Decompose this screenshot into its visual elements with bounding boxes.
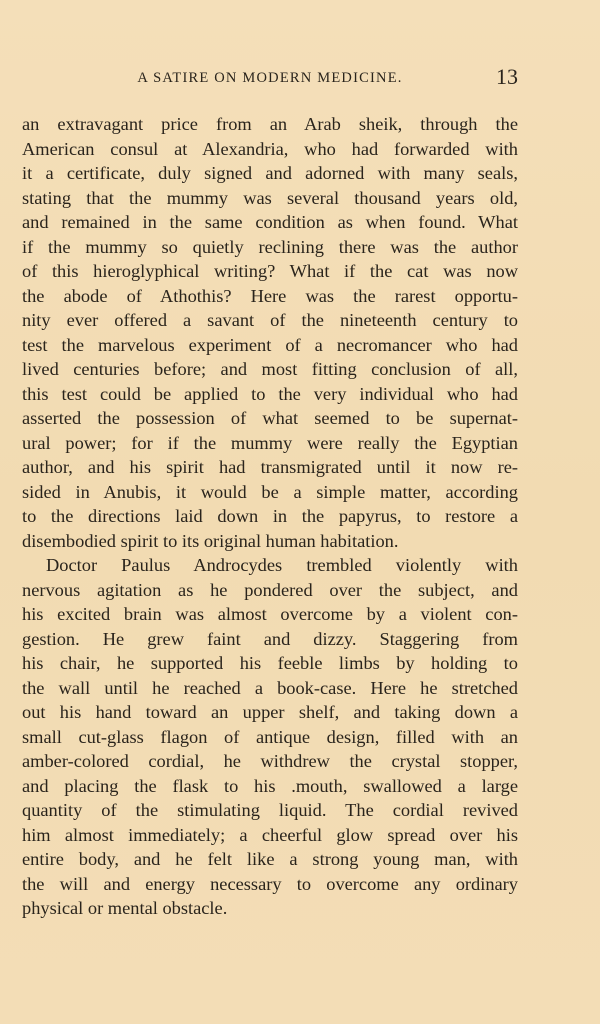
text-line: this test could be applied to the very individual who had (22, 383, 518, 404)
page-number: 13 (496, 64, 518, 89)
body-text (22, 112, 518, 921)
text-line: to the directions laid down in the papyrus, to restore a (22, 506, 518, 526)
text-line: the will and energy necessary to overcome any ordinary (22, 873, 518, 894)
text-line: him almost immediately; a cheerful glow spread over his (22, 824, 518, 845)
text-line: the abode of Athothis? Here was the rarest opportu- (22, 285, 518, 306)
page-header (22, 66, 518, 96)
text-line: Doctor Paulus Androcydes trembled violently with (46, 555, 518, 575)
text-line: amber-colored cordial, he withdrew the crystal stopper, (22, 751, 518, 771)
text-line: nity ever offered a savant of the nineteenth century to (22, 310, 518, 330)
text-line: and remained in the same condition as when found. What (22, 212, 518, 232)
text-line: the wall until he reached a book-case. Here he stretched (22, 677, 518, 698)
text-line: and placing the flask to his .mouth, swallowed a large (22, 775, 518, 796)
text-line: if the mummy so quietly reclining there was the author (22, 236, 518, 257)
text-line: sided in Anubis, it would be a simple matter, according (22, 481, 518, 502)
text-line: gestion. He grew faint and dizzy. Staggering from (22, 628, 518, 649)
text-line: test the marvelous experiment of a necromancer who had (22, 334, 518, 355)
text-line: disembodied spirit to its original human habitation. (22, 530, 399, 551)
text-line: his excited brain was almost overcome by a violent con- (22, 604, 518, 624)
text-line: ural power; for if the mummy were really the Egyptian (22, 432, 518, 453)
text-line: of this hieroglyphical writing? What if the cat was now (22, 261, 518, 281)
text-line: physical or mental obstacle. (22, 898, 228, 918)
text-line: his chair, he supported his feeble limbs by holding to (22, 653, 518, 673)
text-line: it a certificate, duly signed and adorned with many seals, (22, 163, 518, 183)
text-line: an extravagant price from an Arab sheik, through the (22, 114, 518, 134)
text-line: entire body, and he felt like a strong young man, with (22, 849, 518, 869)
text-line: nervous agitation as he pondered over the subject, and (22, 579, 518, 600)
text-line: asserted the possession of what seemed to be supernat- (22, 408, 518, 428)
text-line: quantity of the stimulating liquid. The cordial revived (22, 800, 518, 820)
text-line: lived centuries before; and most fitting conclusion of all, (22, 359, 518, 379)
text-line: stating that the mummy was several thousand years old, (22, 187, 518, 208)
text-line: out his hand toward an upper shelf, and taking down a (22, 702, 518, 722)
text-line: small cut-glass flagon of antique design, filled with an (22, 726, 518, 747)
text-line: author, and his spirit had transmigrated until it now re- (22, 457, 518, 477)
running-title: A SATIRE ON MODERN MEDICINE. (137, 70, 403, 86)
text-line: American consul at Alexandria, who had forwarded with (22, 138, 518, 159)
